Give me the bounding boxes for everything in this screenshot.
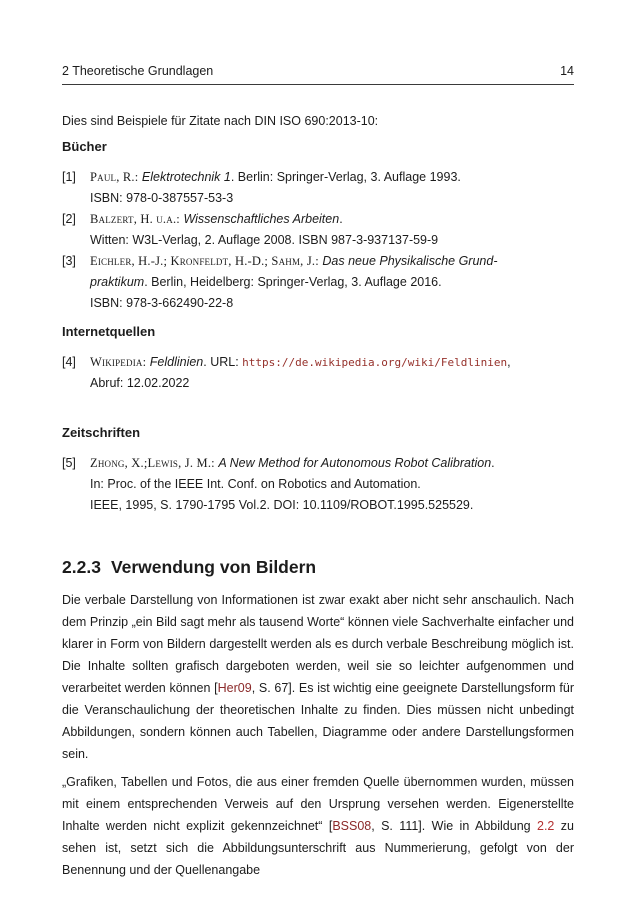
bib-entry-text xyxy=(90,251,574,314)
citation-link[interactable]: Her09 xyxy=(217,681,252,695)
bib-entry-label: [5] xyxy=(62,456,76,470)
bib-heading-internet: Internetquellen xyxy=(62,324,156,339)
bib-entry xyxy=(62,352,574,394)
bib-entry-line xyxy=(90,167,574,188)
bib-entry-text xyxy=(90,453,574,516)
bib-entry-line xyxy=(90,373,574,394)
page-number: 14 xyxy=(560,64,574,78)
author-names: Paul, R.: xyxy=(90,170,139,184)
bib-entry-line xyxy=(90,272,574,293)
external-url-link[interactable]: https://de.wikipedia.org/wiki/Feldlinien xyxy=(242,356,508,369)
bib-heading-books: Bücher xyxy=(62,139,107,154)
bib-entry-text xyxy=(90,352,574,394)
text-run: . xyxy=(491,456,495,470)
work-title: Elektrotechnik 1 xyxy=(141,170,231,184)
text-run: , S. 111]. Wie in Abbildung xyxy=(371,819,537,833)
bib-list-books xyxy=(62,167,574,314)
bib-entry-line xyxy=(90,474,574,495)
text-run: ISBN: 978-3-662490-22-8 xyxy=(90,296,234,310)
text-run: . Berlin: Springer-Verlag, 3. Auflage 1993. xyxy=(230,170,461,184)
work-title: Feldlinien xyxy=(149,355,204,369)
work-title: praktikum xyxy=(90,275,145,289)
text-run: Die verbale Darstellung von Informationen ist zwar exakt aber nicht sehr anschaulich. Nach dem Prinzip „ein Bild sagt mehr als tausend Worte“ können viele Sachverhalte einfacher und klarer in Form von Bildern dargestellt werden als es durch verbale Beschreibung möglich ist. Die Inhalte sollten grafisch dargeboten werden, weil sie so leichter aufgenommen und verarbeitet werden können [ xyxy=(62,593,574,695)
text-run: . xyxy=(339,212,343,226)
work-title: A New Method for Autonomous Robot Calibration xyxy=(218,456,492,470)
bib-entry-line xyxy=(90,209,574,230)
text-run: , S. 67]. Es ist wichtig eine geeignete Darstellungsform für die Veranschaulichung der theoretischen Inhalte zu finden. Dies müssen nicht unbedingt Abbildungen, sondern können auch Tabellen, Diagramme oder andere Darstellungsformen sein. xyxy=(62,681,574,761)
bib-list-internet xyxy=(62,352,574,394)
bib-entry-label: [3] xyxy=(62,254,76,268)
text-run: . URL: xyxy=(203,355,243,369)
bib-entry xyxy=(62,453,574,516)
text-run: „Grafiken, Tabellen und Fotos, die aus einer fremden Quelle übernommen wurden, müssen mit einem entsprechenden Verweis auf den Ursprung versehen werden. Eigenerstellte Inhalte werden nicht explizit gekennzeichnet“ [ xyxy=(62,775,574,833)
work-title: Das neue Physikalische Grund- xyxy=(322,254,498,268)
bib-heading-journals: Zeitschriften xyxy=(62,425,141,440)
bib-entry-label: [1] xyxy=(62,170,76,184)
bib-entry-line xyxy=(90,352,574,373)
section-number: 2.2.3 xyxy=(62,557,101,577)
bib-entry-label: [2] xyxy=(62,212,76,226)
bib-entry-line xyxy=(90,293,574,314)
bib-entry-line xyxy=(90,188,574,209)
bib-list-journals xyxy=(62,453,574,516)
figure-reference-link[interactable]: 2.2 xyxy=(537,819,555,833)
text-run: . Berlin, Heidelberg: Springer-Verlag, 3. Auflage 2016. xyxy=(144,275,442,289)
running-header xyxy=(62,64,574,85)
bib-entry xyxy=(62,209,574,251)
text-run: In: Proc. of the IEEE Int. Conf. on Robotics and Automation. xyxy=(90,477,421,491)
text-run: IEEE, 1995, S. 1790-1795 Vol.2. DOI: 10.1109/ROBOT.1995.525529. xyxy=(90,498,474,512)
bib-entry xyxy=(62,167,574,209)
author-names: Balzert, H. u.a.: xyxy=(90,212,180,226)
section-heading xyxy=(62,556,574,578)
text-run: Abruf: 12.02.2022 xyxy=(90,376,190,390)
work-title: Wissenschaftliches Arbeiten xyxy=(183,212,340,226)
section-title: Verwendung von Bildern xyxy=(110,557,317,577)
text-run: zu sehen ist, setzt sich die Abbildungsunterschrift aus Nummerierung, gefolgt von der Benennung und der Quellenangabe xyxy=(62,819,574,877)
text-run: Witten: W3L-Verlag, 2. Auflage 2008. ISBN 987-3-937137-59-9 xyxy=(90,233,439,247)
intro-line: Dies sind Beispiele für Zitate nach DIN ISO 690:2013-10: xyxy=(62,114,379,128)
citation-link[interactable]: BSS08 xyxy=(332,819,372,833)
body-paragraph xyxy=(62,771,574,881)
bib-entry-label: [4] xyxy=(62,355,76,369)
text-run: , xyxy=(507,355,511,369)
author-names: Zhong, X.;Lewis, J. M.: xyxy=(90,456,215,470)
bib-entry-line xyxy=(90,230,574,251)
text-run: ISBN: 978-0-387557-53-3 xyxy=(90,191,234,205)
author-names: Eichler, H.-J.; Kronfeldt, H.-D.; Sahm, J.: xyxy=(90,254,319,268)
bib-entry-line xyxy=(90,251,574,272)
author-names: Wikipedia: xyxy=(90,355,147,369)
bib-entry-line xyxy=(90,453,574,474)
bib-entry xyxy=(62,251,574,314)
bib-entry-line xyxy=(90,495,574,516)
bib-entry-text xyxy=(90,209,574,251)
body-paragraph xyxy=(62,589,574,765)
running-header-chapter: 2 Theoretische Grundlagen xyxy=(62,64,214,78)
bib-entry-text xyxy=(90,167,574,209)
